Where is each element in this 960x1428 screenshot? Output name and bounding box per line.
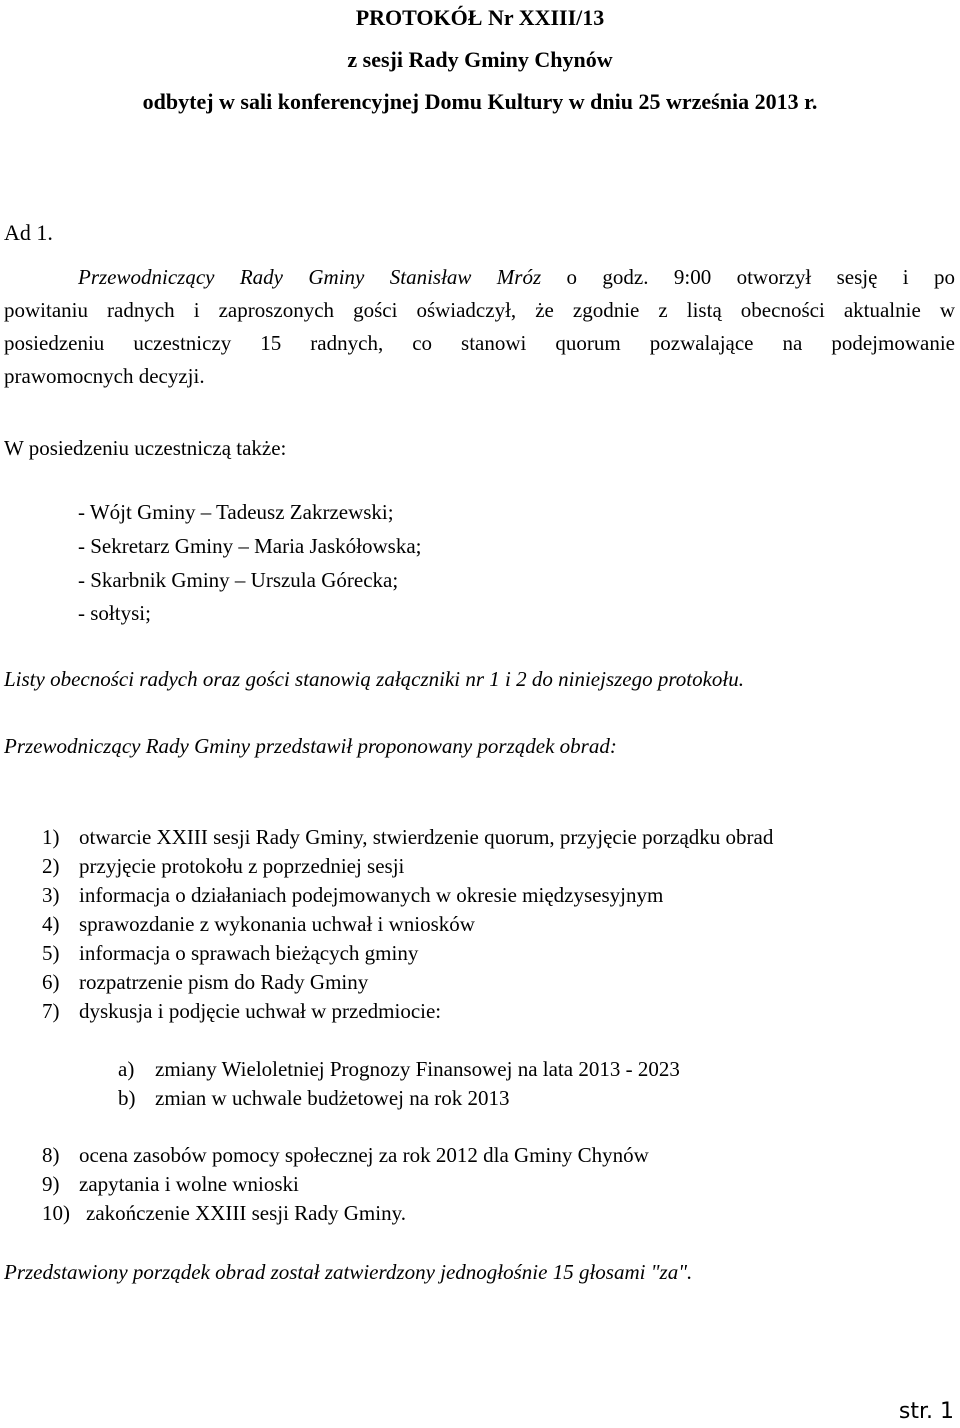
sub-agenda-letter: b) xyxy=(118,1086,136,1110)
agenda-number: 7) xyxy=(42,999,60,1023)
document-title: PROTOKÓŁ Nr XXIII/13 xyxy=(355,5,605,30)
participants-intro: W posiedzeniu uczestniczą także: xyxy=(4,436,287,460)
agenda-number: 4) xyxy=(42,912,60,936)
chairman-name: Przewodniczący Rady Gminy Stanisław Mróz xyxy=(78,265,542,289)
agenda-item: przyjęcie protokołu z poprzedniej sesji xyxy=(79,854,405,878)
agenda-intro: Przewodniczący Rady Gminy przedstawił proponowany porządek obrad: xyxy=(4,734,617,758)
attendance-note: Listy obecności radych oraz gości stanowią załączniki nr 1 i 2 do niniejszego protokołu. xyxy=(4,667,745,691)
intro-line-1 xyxy=(4,261,955,294)
agenda-number: 8) xyxy=(42,1143,60,1167)
agenda-item: sprawozdanie z wykonania uchwał i wniosków xyxy=(79,912,475,936)
participant-item: - Sekretarz Gminy – Maria Jaskółowska; xyxy=(78,534,422,558)
agenda-number: 6) xyxy=(42,970,60,994)
agenda-number: 3) xyxy=(42,883,60,907)
intro-paragraph xyxy=(4,261,955,393)
agenda-item: zakończenie XXIII sesji Rady Gminy. xyxy=(86,1201,406,1225)
participant-item: - Wójt Gminy – Tadeusz Zakrzewski; xyxy=(78,500,394,524)
agenda-item: otwarcie XXIII sesji Rady Gminy, stwierdzenie quorum, przyjęcie porządku obrad xyxy=(79,825,774,849)
agenda-item: informacja o sprawach bieżących gminy xyxy=(79,941,419,965)
agenda-item: informacja o działaniach podejmowanych w okresie międzysesyjnym xyxy=(79,883,664,907)
intro-line-4: prawomocnych decyzji. xyxy=(4,364,205,388)
intro-line-3: posiedzeniu uczestniczy 15 radnych, co stanowi quorum pozwalające na podejmowanie xyxy=(4,331,955,355)
agenda-item: rozpatrzenie pism do Rady Gminy xyxy=(79,970,369,994)
sub-agenda-item: zmiany Wieloletniej Prognozy Finansowej na lata 2013 - 2023 xyxy=(155,1057,680,1081)
document-subtitle: z sesji Rady Gminy Chynów xyxy=(347,47,613,72)
agenda-number: 10) xyxy=(42,1201,70,1225)
agenda-item: dyskusja i podjęcie uchwał w przedmiocie: xyxy=(79,999,442,1023)
section-heading: Ad 1. xyxy=(4,220,53,245)
sub-agenda-item: zmian w uchwale budżetowej na rok 2013 xyxy=(155,1086,510,1110)
intro-line-1-rest: o godz. 9:00 otworzył sesję i po xyxy=(566,265,956,289)
agenda-item: ocena zasobów pomocy społecznej za rok 2012 dla Gminy Chynów xyxy=(79,1143,649,1167)
agenda-number: 5) xyxy=(42,941,60,965)
page-number: str. 1 xyxy=(898,1399,954,1424)
sub-agenda-letter: a) xyxy=(118,1057,135,1081)
session-place-date: odbytej w sali konferencyjnej Domu Kultury w dniu 25 września 2013 r. xyxy=(142,89,818,114)
agenda-number: 1) xyxy=(42,825,60,849)
agenda-item: zapytania i wolne wnioski xyxy=(79,1172,299,1196)
agenda-number: 2) xyxy=(42,854,60,878)
participant-item: - Skarbnik Gminy – Urszula Górecka; xyxy=(78,568,399,592)
intro-line-2: powitaniu radnych i zaproszonych gości oświadczył, że zgodnie z listą obecności aktualnie w xyxy=(4,298,955,322)
agenda-approval: Przedstawiony porządek obrad został zatwierdzony jednogłośnie 15 głosami "za". xyxy=(4,1260,693,1284)
agenda-number: 9) xyxy=(42,1172,60,1196)
participant-item: - sołtysi; xyxy=(78,601,151,625)
